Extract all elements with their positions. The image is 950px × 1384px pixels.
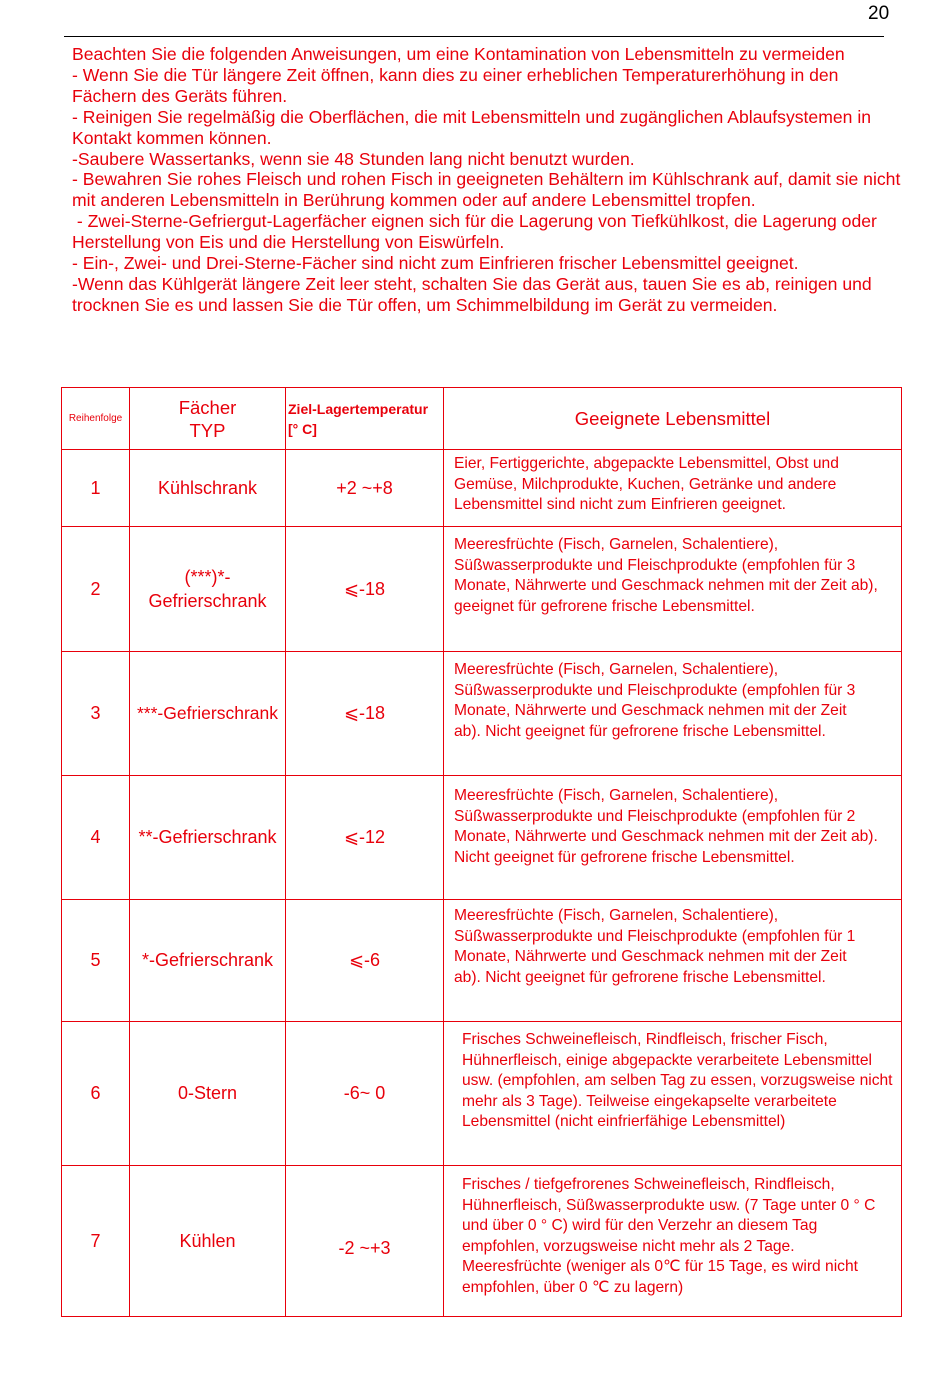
storage-temperature: +2 ~+8 [286,450,444,527]
storage-temperature: -6~ 0 [286,1022,444,1166]
suitable-food [444,1166,902,1317]
instruction-line: -Saubere Wassertanks, wenn sie 48 Stunden lang nicht benutzt wurden. [72,148,635,169]
suitable-food [444,527,902,652]
row-number: 1 [62,450,130,527]
storage-temperature: ⩽-6 [286,900,444,1022]
row-number: 5 [62,900,130,1022]
storage-temperature: ⩽-18 [286,652,444,776]
table-header-row [62,388,902,450]
food-text: Meeresfrüchte (Fisch, Garnelen, Schalentiere), Süßwasserprodukte und Fleischprodukte (empfohlen für 2 Monate, Nährwerte und Geschmack nehmen mit der Zeit ab). Nicht geeignet für gefrorene frische Lebensmittel. [454,787,878,866]
compartment-type: (***)*- Gefrierschrank [130,527,286,652]
instruction-line: - Ein-, Zwei- und Drei-Sterne-Fächer sind nicht zum Einfrieren frischer Lebensmittel geeignet. [72,253,799,274]
hygiene-instructions [72,44,906,316]
compartment-type: ***-Gefrierschrank [130,652,286,776]
storage-temperature: -2 ~+3 [286,1166,444,1317]
instruction-line: -Wenn das Kühlgerät längere Zeit leer steht, schalten Sie das Gerät aus, tauen Sie es ab, reinigen und trocknen Sie es und lassen Sie die Tür offen, um Schimmelbildung im Gerät zu vermeiden. [72,273,877,315]
instruction-line: - Reinigen Sie regelmäßig die Oberflächen, die mit Lebensmitteln und zugänglichen Ablaufsystemen in Kontakt kommen können. [72,106,876,148]
table-row [62,527,902,652]
row-number: 6 [62,1022,130,1166]
instruction-line: - Wenn Sie die Tür längere Zeit öffnen, kann dies zu einer erheblichen Temperaturerhöhung in den Fächern des Geräts führen. [72,64,844,106]
compartment-type: 0-Stern [130,1022,286,1166]
compartment-type: Kühlen [130,1166,286,1317]
row-number: 4 [62,776,130,900]
compartment-type: **-Gefrierschrank [130,776,286,900]
table-row [62,900,902,1022]
suitable-food [444,900,902,1022]
compartment-type: *-Gefrierschrank [130,900,286,1022]
row-number: 2 [62,527,130,652]
header-food: Geeignete Lebensmittel [444,388,902,450]
compartment-table [61,387,902,1317]
food-text: Meeresfrüchte (Fisch, Garnelen, Schalentiere), Süßwasserprodukte und Fleischprodukte (empfohlen für 3 Monate, Nährwerte und Geschmack nehmen mit der Zeit ab), geeignet für gefrorene frische Lebensmittel. [454,536,878,615]
table-row [62,1166,902,1317]
food-text: Eier, Fertiggerichte, abgepackte Lebensmittel, Obst und Gemüse, Milchprodukte, Kuchen, Getränke und andere Lebensmittel sind nicht zum Einfrieren geeignet. [454,455,839,514]
table-row [62,450,902,527]
instruction-line: Beachten Sie die folgenden Anweisungen, um eine Kontamination von Lebensmitteln zu vermeiden [72,44,845,64]
row-number: 7 [62,1166,130,1317]
food-text: Frisches / tiefgefrorenes Schweinefleisch, Rindfleisch, Hühnerfleisch, Süßwasserprodukte usw. (7 Tage unter 0 ° C und über 0 ° C) wird für den Verzehr an diesem Tag empfohlen, vorzugsweise nicht mehr als 2 Tage. Meeresfrüchte (weniger als 0℃ für 15 Tage, es wird nicht empfohlen, über 0 ℃ zu lagern) [462,1176,876,1296]
header-temperature: Ziel-Lagertemperatur [° C] [286,388,444,450]
instruction-line: - Bewahren Sie rohes Fleisch und rohen Fisch in geeigneten Behältern im Kühlschrank auf, damit sie nicht mit anderen Lebensmitteln in Berührung kommen oder auf andere Lebensmittel tropfen. [72,169,906,211]
food-text: Frisches Schweinefleisch, Rindfleisch, frischer Fisch, Hühnerfleisch, einige abgepackte verarbeitete Lebensmittel usw. (empfohlen, am selben Tag zu essen, vorzugsweise nicht mehr als 3 Tage). Teilweise eingekapselte verarbeitete Lebensmittel (nicht einfrierfähige Lebensmittel) [462,1031,893,1131]
suitable-food [444,652,902,776]
table-row [62,1022,902,1166]
compartment-type: Kühlschrank [130,450,286,527]
suitable-food [444,1022,902,1166]
food-text: Meeresfrüchte (Fisch, Garnelen, Schalentiere), Süßwasserprodukte und Fleischprodukte (empfohlen für 1 Monate, Nährwerte und Geschmack nehmen mit der Zeit ab). Nicht geeignet für gefrorene frische Lebensmittel. [454,907,856,986]
row-number: 3 [62,652,130,776]
instruction-line: - Zwei-Sterne-Gefriergut-Lagerfächer eignen sich für die Lagerung von Tiefkühlkost, die Lagerung oder Herstellung von Eis und die Herstellung von Eiswürfeln. [72,211,882,253]
page-number: 20 [868,3,890,24]
header-type: Fächer TYP [130,388,286,450]
storage-temperature: ⩽-18 [286,527,444,652]
storage-temperature: ⩽-12 [286,776,444,900]
table-row [62,652,902,776]
table-row [62,776,902,900]
header-order: Reihenfolge [62,388,130,450]
header-rule [64,36,884,37]
food-text: Meeresfrüchte (Fisch, Garnelen, Schalentiere), Süßwasserprodukte und Fleischprodukte (empfohlen für 3 Monate, Nährwerte und Geschmack nehmen mit der Zeit ab). Nicht geeignet für gefrorene frische Lebensmittel. [454,661,856,740]
suitable-food [444,450,902,527]
suitable-food [444,776,902,900]
